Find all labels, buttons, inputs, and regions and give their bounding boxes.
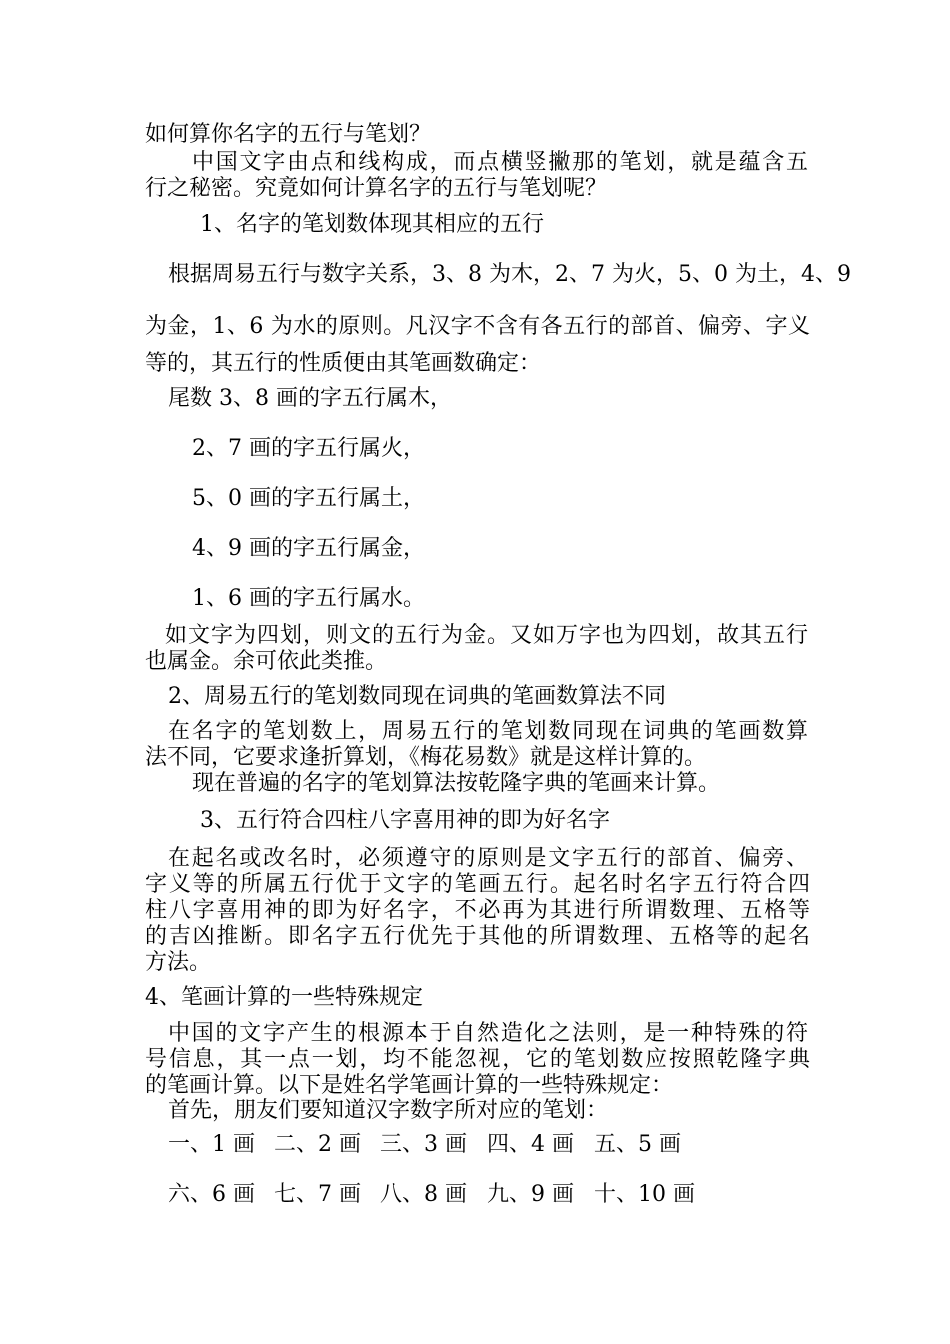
numeral-three: 三、3 画: [380, 1132, 467, 1157]
list-item-water: 1、6 画的字五行属水。: [192, 586, 425, 611]
para2-line-1: 如文字为四划，则文的五行为金。又如万字也为四划，故其五行: [165, 623, 808, 648]
section-heading-4: 4、笔画计算的一些特殊规定: [145, 985, 423, 1010]
list-item-wood: 尾数 3、8 画的字五行属木，: [168, 386, 452, 411]
para4-line-2: 字义等的所属五行优于文字的笔画五行。起名时名字五行符合四: [145, 872, 810, 897]
para2-line-2: 也属金。余可依此类推。: [145, 649, 388, 674]
para1-line-3: 等的，其五行的性质便由其笔画数确定：: [145, 351, 542, 376]
intro-line-1: 中国文字由点和线构成，而点横竖撇那的笔划，就是蕴含五: [192, 150, 808, 175]
para3-line-3: 现在普遍的名字的笔划算法按乾隆字典的笔画来计算。: [192, 771, 721, 796]
para5-line-4: 首先，朋友们要知道汉字数字所对应的笔划：: [168, 1098, 609, 1123]
para5-line-1: 中国的文字产生的根源本于自然造化之法则，是一种特殊的符: [168, 1021, 808, 1046]
para4-line-4: 的吉凶推断。即名字五行优先于其他的所谓数理、五格等的起名: [145, 924, 810, 949]
para3-line-2: 法不同，它要求逢折算划，《梅花易数》就是这样计算的。: [145, 745, 707, 770]
numeral-five: 五、5 画: [594, 1132, 681, 1157]
numeral-ten: 十、10 画: [594, 1182, 695, 1207]
para5-line-2: 号信息，其一点一划，均不能忽视，它的笔划数应按照乾隆字典: [145, 1047, 810, 1072]
numeral-four: 四、4 画: [487, 1132, 574, 1157]
numeral-eight: 八、8 画: [380, 1182, 467, 1207]
para1-line-1: 根据周易五行与数字关系，3、8 为木，2、7 为火，5、0 为土，4、9: [168, 262, 851, 287]
numeral-two: 二、2 画: [274, 1132, 361, 1157]
numeral-nine: 九、9 画: [487, 1182, 574, 1207]
para5-line-3: 的笔画计算。以下是姓名学笔画计算的一些特殊规定：: [145, 1073, 674, 1098]
section-heading-2: 2、周易五行的笔划数同现在词典的笔画数算法不同: [168, 684, 666, 709]
list-item-earth: 5、0 画的字五行属土，: [192, 486, 425, 511]
para4-line-5: 方法。: [145, 950, 212, 975]
doc-title: 如何算你名字的五行与笔划？: [145, 122, 432, 147]
numeral-six: 六、6 画: [168, 1182, 255, 1207]
para1-line-2: 为金，1、6 为水的原则。凡汉字不含有各五行的部首、偏旁、字义: [145, 314, 810, 339]
list-item-fire: 2、7 画的字五行属火，: [192, 436, 425, 461]
section-heading-3: 3、五行符合四柱八字喜用神的即为好名字: [200, 808, 610, 833]
intro-line-2: 行之秘密。究竟如何计算名字的五行与笔划呢？: [145, 176, 608, 201]
section-heading-1: 1、名字的笔划数体现其相应的五行: [200, 212, 544, 237]
list-item-metal: 4、9 画的字五行属金，: [192, 536, 425, 561]
para4-line-1: 在起名或改名时，必须遵守的原则是文字五行的部首、偏旁、: [168, 846, 808, 871]
para4-line-3: 柱八字喜用神的即为好名字，不必再为其进行所谓数理、五格等: [145, 898, 810, 923]
numeral-seven: 七、7 画: [274, 1182, 361, 1207]
numeral-one: 一、1 画: [168, 1132, 255, 1157]
para3-line-1: 在名字的笔划数上，周易五行的笔划数同现在词典的笔画数算: [168, 719, 808, 744]
